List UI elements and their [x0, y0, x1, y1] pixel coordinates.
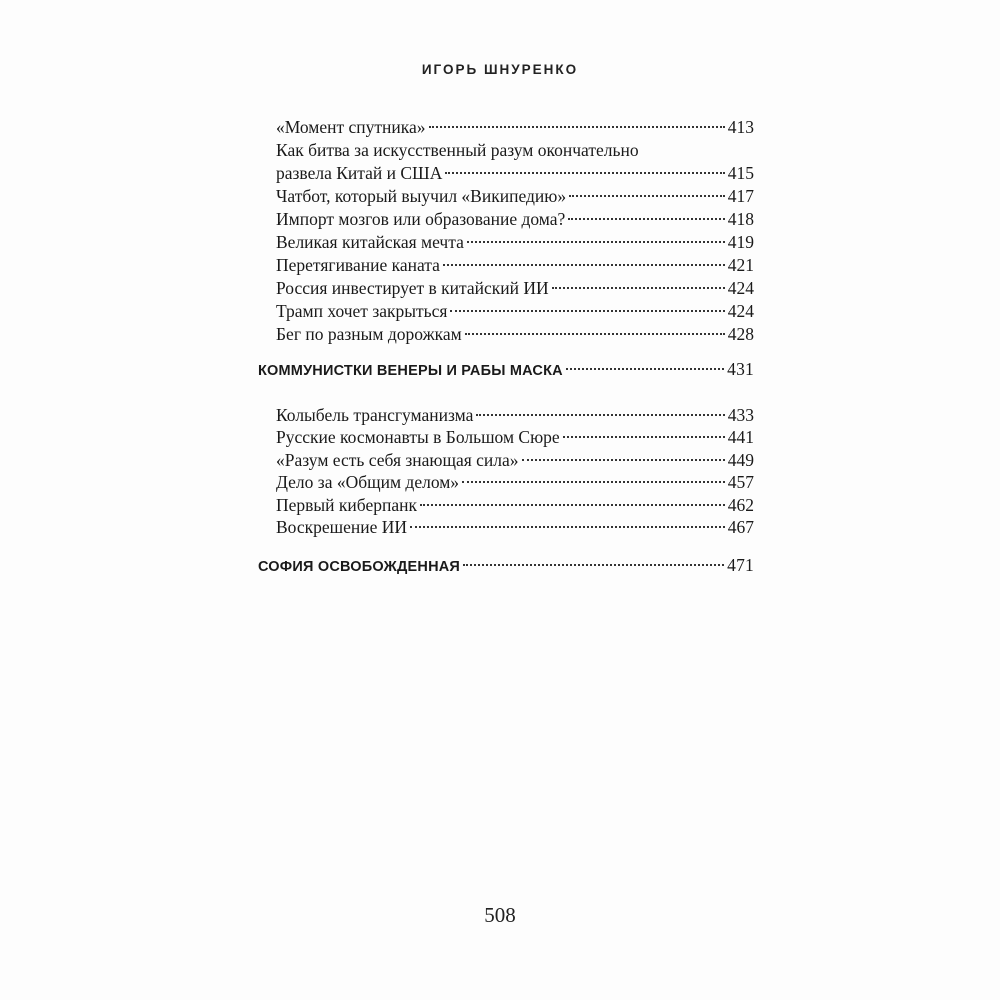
toc-entry	[276, 276, 754, 300]
dot-leader	[566, 368, 724, 370]
dot-leader	[420, 504, 725, 506]
dot-leader	[568, 218, 724, 220]
toc-entry-title: Перетягивание каната	[276, 255, 440, 275]
dot-leader	[463, 564, 724, 566]
dot-leader	[552, 287, 725, 289]
toc-entry	[276, 493, 754, 517]
dot-leader	[467, 241, 725, 243]
dot-leader	[450, 310, 724, 312]
toc-entry-page: 417	[727, 186, 754, 206]
toc-entry-title: Воскрешение ИИ	[276, 517, 408, 537]
dot-leader	[410, 526, 725, 528]
toc-entry-title: Импорт мозгов или образование дома?	[276, 209, 566, 229]
toc-chapter-title: КОММУНИСТКИ ВЕНЕРЫ И РАБЫ МАСКА	[258, 363, 563, 379]
dot-leader	[462, 481, 725, 483]
toc-chapter-page: 431	[727, 359, 754, 379]
dot-leader	[563, 436, 725, 438]
toc-chapter-title: СОФИЯ ОСВОБОЖДЕННАЯ	[258, 559, 461, 575]
toc-entry	[276, 230, 754, 254]
dot-leader	[429, 126, 725, 128]
toc-entry-title: Колыбель трансгуманизма	[276, 405, 474, 425]
running-header: ИГОРЬ ШНУРЕНКО	[421, 62, 579, 77]
dot-leader	[522, 459, 725, 461]
toc-entry-page: 462	[727, 495, 754, 515]
toc-entry	[276, 515, 754, 539]
toc-entry-title: Чатбот, который выучил «Википедию»	[276, 186, 567, 206]
toc-entry-page: 457	[727, 472, 754, 492]
toc-entry	[276, 403, 754, 427]
toc-entry-title-line1: Как битва за искусственный разум окончательно	[276, 140, 639, 160]
toc-entry	[276, 253, 754, 277]
dot-leader	[443, 264, 725, 266]
toc-entry-page: 428	[727, 324, 754, 344]
toc-entry-page: 441	[727, 427, 754, 447]
toc-entry-title: Трамп хочет закрыться	[276, 301, 448, 321]
toc-chapter-page: 471	[727, 555, 754, 575]
toc-chapter-entry	[258, 553, 754, 577]
dot-leader	[465, 333, 725, 335]
toc-entry	[276, 322, 754, 346]
toc-entry	[276, 470, 754, 494]
toc-entry	[276, 425, 754, 449]
toc-entry	[276, 161, 754, 185]
toc-entry	[276, 207, 754, 231]
toc-entry-title: Первый киберпанк	[276, 495, 417, 515]
dot-leader	[445, 172, 724, 174]
toc-entry-page: 419	[727, 232, 754, 252]
toc-entry-title: Бег по разным дорожкам	[276, 324, 462, 344]
toc-entry-page: 424	[727, 301, 754, 321]
toc-entry-page: 415	[727, 163, 754, 183]
toc-entry	[276, 115, 754, 139]
toc-entry-page: 433	[727, 405, 754, 425]
toc-entry-page: 421	[727, 255, 754, 275]
toc-entry	[276, 184, 754, 208]
toc-chapter-entry	[258, 357, 754, 381]
dot-leader	[569, 195, 725, 197]
toc-entry-title: Русские космонавты в Большом Сюре	[276, 427, 560, 447]
toc-entry	[276, 299, 754, 323]
dot-leader	[476, 414, 724, 416]
toc-entry-title: «Момент спутника»	[276, 117, 426, 137]
toc-entry-title: Россия инвестирует в китайский ИИ	[276, 278, 549, 298]
toc-entry-page: 413	[727, 117, 754, 137]
toc-entry-page: 449	[727, 450, 754, 470]
toc-entry-page: 467	[727, 517, 754, 537]
toc-entry-title: развела Китай и США	[276, 163, 443, 183]
toc-entry-title: Дело за «Общим делом»	[276, 472, 460, 492]
toc-entry	[276, 448, 754, 472]
toc-entry-page: 424	[727, 278, 754, 298]
toc-entry-title: Великая китайская мечта	[276, 232, 464, 252]
toc-entry-page: 418	[727, 209, 754, 229]
toc-entry-title: «Разум есть себя знающая сила»	[276, 450, 519, 470]
page-number: 508	[484, 903, 516, 927]
